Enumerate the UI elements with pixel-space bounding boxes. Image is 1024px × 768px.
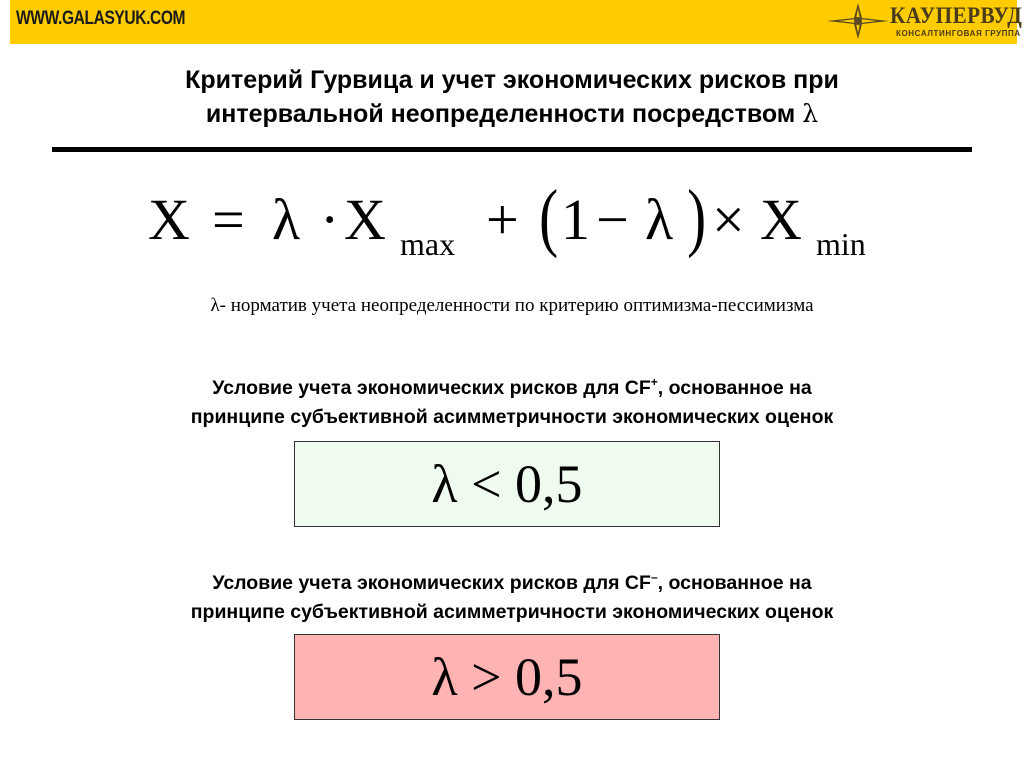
formula-x-max: X — [344, 187, 386, 252]
formula-left-paren: ( — [539, 175, 559, 259]
cond-minus-formula: λ > 0,5 — [431, 647, 583, 707]
cond-minus-sign: – — [650, 570, 658, 584]
desc-text: - норматив учета неопределенности по критерию оптимизма-пессимизма — [219, 295, 814, 316]
cond-plus-line1-end: , основанное на — [657, 377, 812, 399]
formula-lambda: λ — [272, 187, 301, 252]
brand-name: КАУПЕРВУД — [890, 3, 1023, 28]
title-divider — [52, 147, 972, 152]
cond-plus-line2: принципе субъективной асимметричности экономических оценок — [190, 406, 834, 428]
desc-lambda: λ — [210, 295, 220, 316]
formula-times: × — [712, 187, 745, 252]
formula-lambda-2: λ — [645, 187, 674, 252]
formula-right-paren: ) — [687, 175, 707, 259]
slide-title — [40, 64, 984, 131]
formula-dot: · — [320, 187, 340, 252]
cond-minus-line1: Условие учета экономических рисков для CF — [212, 572, 651, 594]
cond-minus-line2: принципе субъективной асимметричности экономических оценок — [190, 601, 834, 623]
formula-minus: − — [596, 187, 629, 252]
brand-subtitle: КОНСАЛТИНГОВАЯ ГРУППА — [896, 29, 1021, 38]
formula-plus: + — [486, 187, 519, 252]
condition-cf-minus-box — [294, 634, 720, 720]
condition-cf-minus-text — [40, 563, 984, 627]
formula-equals: = — [212, 187, 245, 252]
formula-lhs: X — [148, 187, 190, 252]
site-url[interactable]: WWW.GALASYUK.COM — [16, 8, 186, 29]
lambda-description — [40, 295, 984, 317]
header-bar — [10, 0, 1023, 44]
formula-one: 1 — [561, 187, 590, 252]
cond-plus-formula: λ < 0,5 — [431, 454, 583, 514]
cond-minus-line1-end: , основанное на — [657, 572, 812, 594]
cond-plus-line1: Условие учета экономических рисков для CF — [212, 377, 651, 399]
formula-x-min: X — [760, 187, 802, 252]
condition-cf-plus-text — [40, 368, 984, 432]
formula-sub-min: min — [816, 226, 866, 262]
condition-cf-plus-box — [294, 441, 720, 527]
compass-star-icon — [825, 1, 891, 41]
title-text: Критерий Гурвица и учет экономических рисков при интервальной неопределенности посредством — [185, 66, 839, 128]
formula-sub-max: max — [400, 226, 456, 262]
title-lambda: λ — [802, 99, 819, 128]
cond-plus-sign: + — [650, 375, 658, 389]
